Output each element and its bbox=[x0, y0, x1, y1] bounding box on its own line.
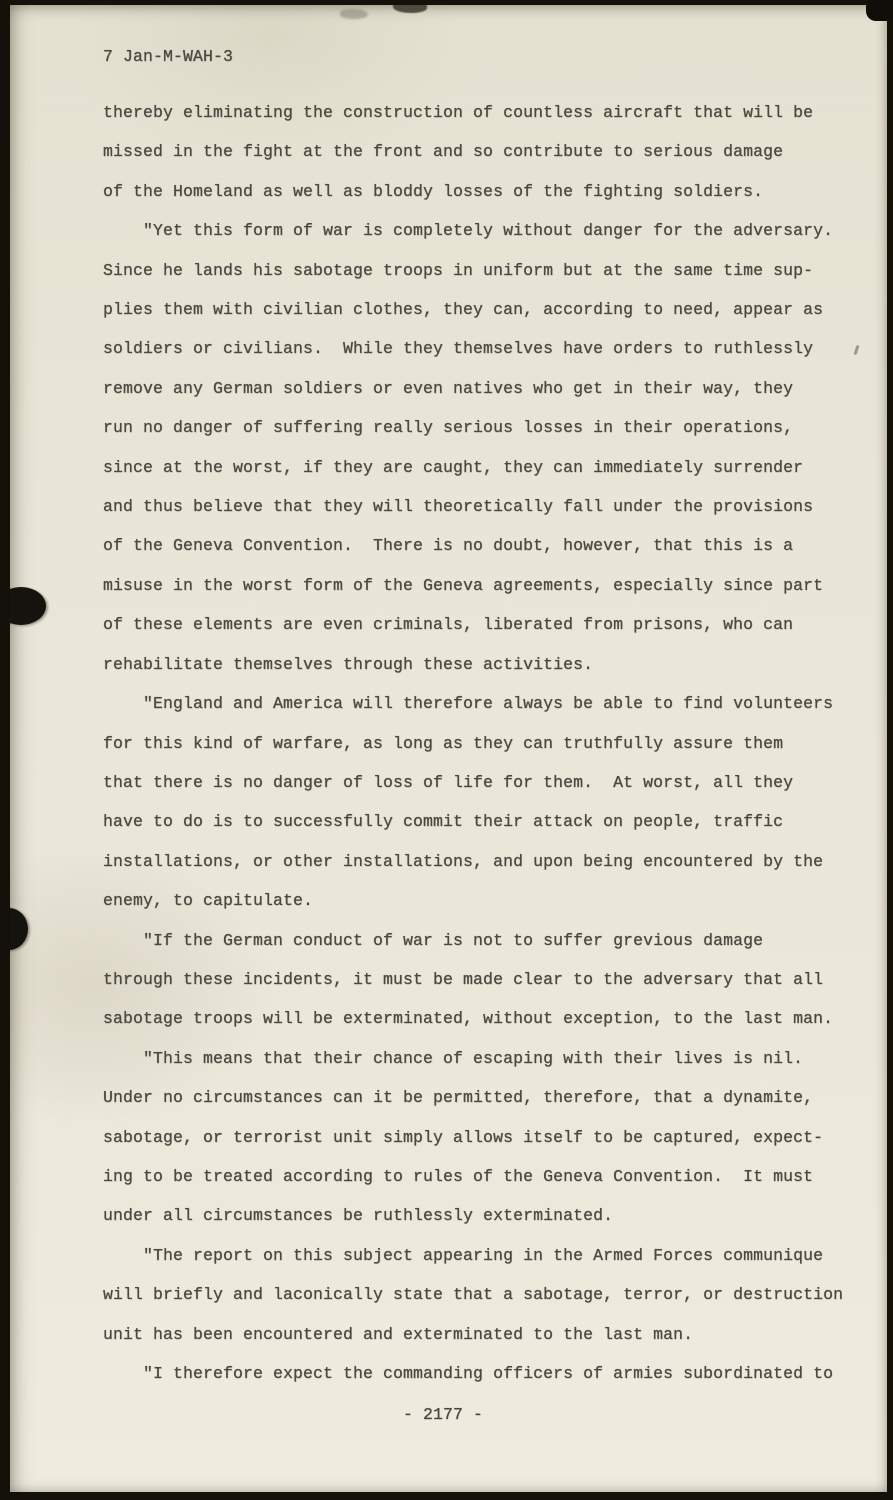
text-line: will briefly and laconically state that a sabotage, terror, or destruction bbox=[103, 1285, 844, 1305]
document-body bbox=[103, 93, 875, 1393]
text-line: "England and America will therefore always be able to find volunteers bbox=[103, 694, 834, 714]
text-line: installations, or other installations, and upon being encountered by the bbox=[103, 851, 824, 871]
text-line: unit has been encountered and exterminated to the last man. bbox=[103, 1324, 694, 1344]
text-line: misuse in the worst form of the Geneva agreements, especially since part bbox=[103, 575, 824, 595]
text-line: remove any German soldiers or even natives who get in their way, they bbox=[103, 378, 794, 398]
text-line: "The report on this subject appearing in the Armed Forces communique bbox=[103, 1245, 824, 1265]
text-line: "I therefore expect the commanding officers of armies subordinated to bbox=[103, 1364, 834, 1383]
text-line: soldiers or civilians. While they themselves have orders to ruthlessly bbox=[103, 339, 814, 359]
text-line: "Yet this form of war is completely without danger for the adversary. bbox=[103, 221, 834, 241]
text-line: under all circumstances be ruthlessly exterminated. bbox=[103, 1206, 614, 1226]
scan-corner-shadow bbox=[866, 0, 893, 21]
text-line: that there is no danger of loss of life for them. At worst, all they bbox=[103, 772, 794, 792]
text-line: "This means that their chance of escaping with their lives is nil. bbox=[103, 1048, 804, 1068]
text-line: ing to be treated according to rules of the Geneva Convention. It must bbox=[103, 1166, 814, 1186]
page-number: - 2177 - bbox=[402, 1405, 483, 1424]
text-line: run no danger of suffering really serious losses in their operations, bbox=[103, 418, 794, 438]
text-line: through these incidents, it must be made clear to the adversary that all bbox=[103, 969, 824, 989]
hole-punch-bottom bbox=[10, 908, 28, 950]
text-line: of these elements are even criminals, liberated from prisons, who can bbox=[103, 615, 794, 635]
text-line: Since he lands his sabotage troops in uniform but at the same time sup- bbox=[103, 260, 814, 280]
scan-smudge bbox=[393, 5, 427, 13]
text-line: "If the German conduct of war is not to suffer grevious damage bbox=[103, 930, 764, 950]
document-header: 7 Jan-M-WAH-3 bbox=[103, 47, 234, 66]
hole-punch-top bbox=[10, 587, 46, 625]
text-line: Under no circumstances can it be permitted, therefore, that a dynamite, bbox=[103, 1088, 814, 1108]
text-line: of the Geneva Convention. There is no doubt, however, that this is a bbox=[103, 536, 794, 556]
paper-sheet bbox=[10, 5, 887, 1492]
text-line: for this kind of warfare, as long as they can truthfully assure them bbox=[103, 733, 784, 753]
text-line: have to do is to successfully commit their attack on people, traffic bbox=[103, 812, 784, 832]
text-line: of the Homeland as well as bloddy losses of the fighting soldiers. bbox=[103, 181, 764, 201]
text-line: rehabilitate themselves through these activities. bbox=[103, 654, 594, 674]
scan-smudge bbox=[340, 9, 368, 19]
text-line: plies them with civilian clothes, they can, according to need, appear as bbox=[103, 300, 824, 320]
text-line: since at the worst, if they are caught, they can immediately surrender bbox=[103, 457, 804, 477]
text-line: enemy, to capitulate. bbox=[103, 891, 314, 911]
text-line: missed in the fight at the front and so contribute to serious damage bbox=[103, 142, 784, 162]
text-line: thereby eliminating the construction of countless aircraft that will be bbox=[103, 103, 814, 122]
text-line: sabotage troops will be exterminated, without exception, to the last man. bbox=[103, 1009, 834, 1029]
text-line: and thus believe that they will theoretically fall under the provisions bbox=[103, 497, 814, 517]
text-line: sabotage, or terrorist unit simply allows itself to be captured, expect- bbox=[103, 1127, 824, 1147]
